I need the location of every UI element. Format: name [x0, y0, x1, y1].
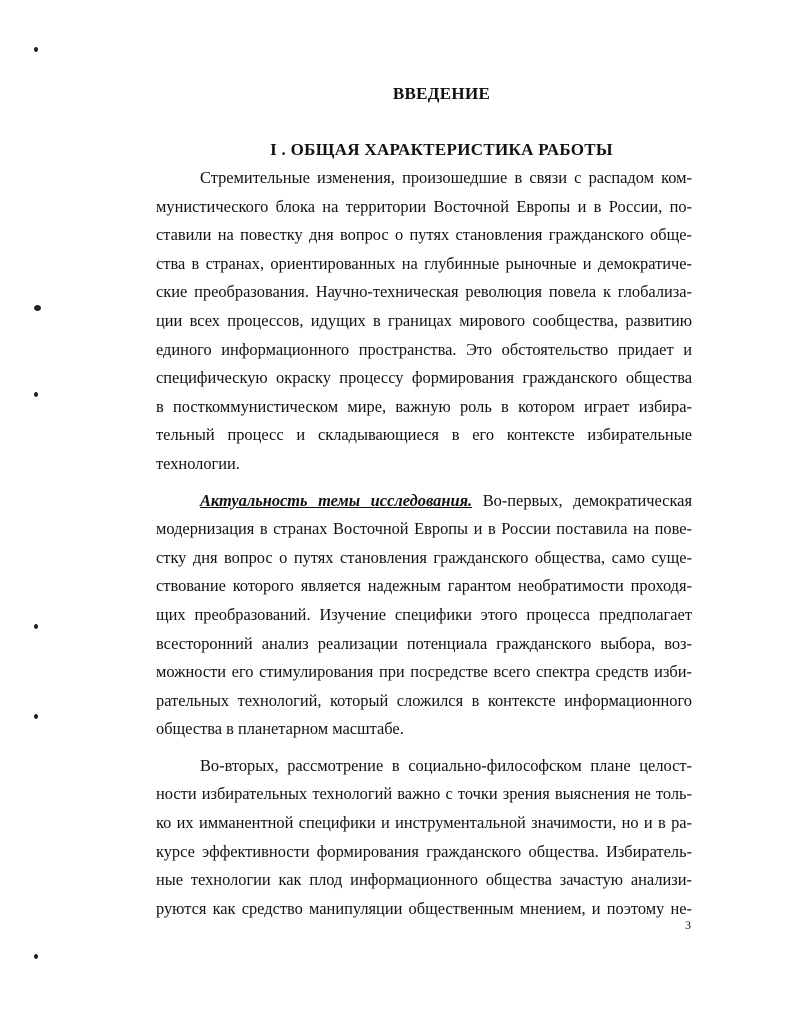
text-line: ности избирательных технологий важно с точки зрения выяснения не толь-	[156, 784, 692, 804]
text-line: тельный процесс и складывающиеся в его контексте избирательные	[156, 425, 692, 445]
text-line: можности его стимулирования при посредстве всего спектра средств изби-	[156, 662, 692, 682]
text-line: ствование которого является надежным гарантом необратимости проходя-	[156, 576, 692, 596]
text-line: общества в планетарном масштабе.	[156, 719, 404, 739]
text-line: ные технологии как плод информационного общества зачастую анализи-	[156, 870, 692, 890]
text-line: мунистического блока на территории Восточной Европы и в России, по-	[156, 196, 692, 216]
text-line: ские преобразования. Научно-техническая революция повела к глобализа-	[156, 282, 692, 302]
text-line: технологии.	[156, 453, 240, 473]
scan-mark	[34, 714, 38, 719]
text-line: в посткоммунистическом мире, важную роль в котором играет избира-	[156, 396, 692, 416]
paragraph	[156, 487, 692, 744]
text-line: ства в странах, ориентированных на глубинные рыночные и демократиче-	[156, 253, 692, 273]
text-line	[156, 487, 692, 516]
text-line: ставили на повестку дня вопрос о путях становления гражданского обще-	[156, 225, 692, 245]
paragraph	[156, 752, 692, 924]
text-line: ции всех процессов, идущих в границах мирового сообщества, развитию	[156, 310, 692, 330]
scan-mark	[34, 392, 38, 397]
text-line: специфическую окраску процессу формирования гражданского общества	[156, 368, 692, 388]
text-line: Во-вторых, рассмотрение в социально-философском плане целост-	[200, 755, 692, 775]
text-line: курсе эффективности формирования гражданского общества. Избиратель-	[156, 841, 692, 861]
text-line: модернизация в странах Восточной Европы и в России поставила на пове-	[156, 519, 692, 539]
section-lead: Актуальность темы исследования.	[200, 490, 473, 510]
section-heading: I . ОБЩАЯ ХАРАКТЕРИСТИКА РАБОТЫ	[270, 140, 613, 159]
page-number: 3	[685, 918, 691, 932]
body-text	[156, 164, 692, 923]
paragraph	[156, 164, 692, 479]
text-line: стку дня вопрос о путях становления гражданского общества, само суще-	[156, 547, 692, 567]
scan-mark	[34, 47, 38, 52]
text-line: руются как средство манипуляции общественным мнением, и поэтому не-	[156, 898, 692, 918]
text-line: единого информационного пространства. Это обстоятельство придает и	[156, 339, 692, 359]
text-line: щих преобразований. Изучение специфики этого процесса предполагает	[156, 604, 692, 624]
scan-mark	[34, 305, 41, 311]
text-line: всесторонний анализ реализации потенциала гражданского выбора, воз-	[156, 633, 692, 653]
scan-mark	[34, 624, 38, 629]
text-line: ко их имманентной специфики и инструментальной значимости, но и в ра-	[156, 813, 692, 833]
scan-mark	[34, 954, 38, 959]
text-line: рательных технологий, который сложился в контексте информационного	[156, 690, 692, 710]
text-line: Стремительные изменения, произошедшие в связи с распадом ком-	[200, 168, 692, 187]
page-title: ВВЕДЕНИЕ	[392, 84, 491, 103]
text-fragment: Во-первых, демократическая	[472, 490, 692, 510]
